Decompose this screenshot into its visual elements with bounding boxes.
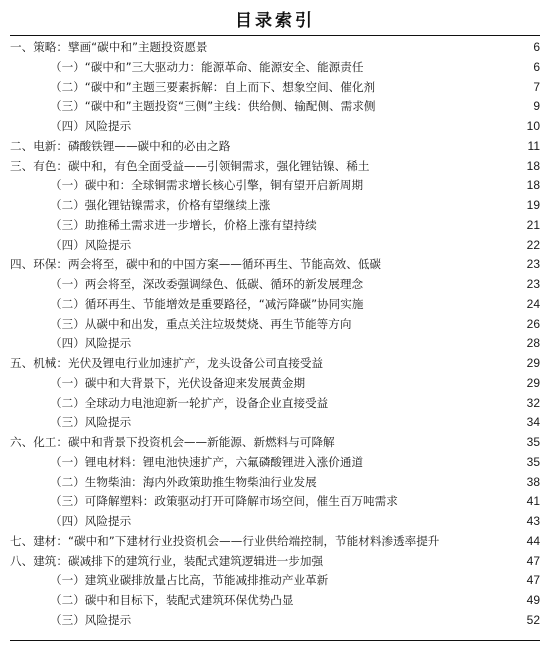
toc-entry-page: 47 (526, 573, 540, 588)
toc-entry[interactable] (10, 275, 540, 295)
toc-entry[interactable] (10, 176, 540, 196)
toc-entry[interactable] (10, 78, 540, 98)
toc-entry[interactable] (10, 295, 540, 315)
toc-entry[interactable] (10, 38, 540, 58)
toc-entry-page: 32 (526, 395, 540, 410)
toc-entry[interactable] (10, 58, 540, 78)
toc-entry-title: （二）全球动力电池迎新一轮扩产，设备企业直接受益 (50, 395, 329, 410)
toc-entry-title: （四）风险提示 (50, 336, 132, 351)
toc-entry-title: （三）风险提示 (50, 415, 132, 430)
toc-entry-title: （一）碳中和：全球铜需求增长核心引擎，铜有望开启新周期 (50, 178, 364, 193)
top-divider (10, 35, 540, 36)
toc-entry-page: 29 (526, 356, 540, 370)
toc-entry-title: （四）风险提示 (50, 237, 132, 252)
toc-entry[interactable] (10, 255, 540, 275)
toc-entry[interactable] (10, 473, 540, 493)
toc-entry-title: （三）可降解塑料：政策驱动打开可降解市场空间，催生百万吨需求 (50, 494, 398, 509)
toc-entry-page: 34 (526, 415, 540, 430)
toc-entry-title: （三）从碳中和出发，重点关注垃圾焚烧、再生节能等方向 (50, 316, 352, 331)
toc-entry[interactable] (10, 137, 540, 157)
toc-entry[interactable] (10, 433, 540, 453)
toc-entry-title: （四）风险提示 (50, 514, 132, 528)
toc-entry[interactable] (10, 196, 540, 216)
toc-entry-title: （一）“碳中和”三大驱动力：能源革命、能源安全、能源责任 (50, 59, 364, 74)
toc-entry[interactable] (10, 315, 540, 335)
toc-entry-page: 24 (526, 296, 540, 311)
toc-entry-page: 18 (526, 158, 540, 173)
toc-entry-page: 43 (526, 514, 540, 528)
toc-entry[interactable] (10, 354, 540, 374)
toc-entry-title: 五、机械：光伏及锂电行业加速扩产，龙头设备公司直接受益 (10, 356, 324, 370)
toc-entry[interactable] (10, 117, 540, 137)
toc-entry-page: 7 (533, 79, 540, 94)
toc-entry-page: 35 (526, 435, 540, 449)
toc-entry[interactable] (10, 492, 540, 512)
toc-entry-title: （四）风险提示 (50, 119, 132, 133)
toc-entry-title: 三、有色：碳中和，有色全面受益——引领铜需求，强化锂钴镍、稀土 (10, 158, 370, 173)
toc-entry[interactable] (10, 97, 540, 117)
toc-entry-page: 28 (526, 336, 540, 351)
toc-entry[interactable] (10, 394, 540, 414)
toc-entry-page: 21 (526, 217, 540, 232)
toc-entry[interactable] (10, 532, 540, 552)
toc-entry-title: （一）碳中和大背景下，光伏设备迎来发展黄金期 (50, 375, 306, 390)
toc-entry-title: （二）“碳中和”主题三要素拆解：自上而下、想象空间、催化剂 (50, 79, 376, 94)
toc-entry-page: 9 (533, 99, 540, 114)
toc-entry-page: 47 (526, 553, 540, 568)
page-title: 目录索引 (235, 11, 315, 31)
toc-entry-title: （三）助推稀土需求进一步增长，价格上涨有望持续 (50, 217, 317, 232)
toc-entry[interactable] (10, 512, 540, 532)
toc-entry-page: 11 (527, 138, 540, 153)
toc-entry[interactable] (10, 157, 540, 177)
toc-entry-page: 10 (526, 119, 540, 133)
toc-entry-page: 49 (526, 593, 540, 607)
toc-entry-title: （三）“碳中和”主题投资“三侧”主线：供给侧、输配侧、需求侧 (50, 99, 376, 114)
toc-entry-page: 29 (526, 375, 540, 390)
toc-entry-page: 35 (526, 454, 540, 469)
toc-entry-title: （一）两会将至，深改委强调绿色、低碳、循环的新发展理念 (50, 277, 364, 291)
toc-entry-page: 26 (526, 316, 540, 331)
toc-entry-page: 18 (526, 178, 540, 193)
toc-entry-title: （一）建筑业碳排放量占比高，节能减排推动产业革新 (50, 573, 329, 588)
toc-entry[interactable] (10, 216, 540, 236)
toc-entry-page: 52 (526, 612, 540, 627)
toc-entry[interactable] (10, 453, 540, 473)
toc-entry-page: 6 (533, 59, 540, 74)
toc-entry-title: （二）循环再生、节能增效是重要路径，“减污降碳”协同实施 (50, 296, 364, 311)
toc-entry-page: 22 (526, 237, 540, 252)
toc-entry[interactable] (10, 571, 540, 591)
toc-entry[interactable] (10, 334, 540, 354)
toc-entry-title: 八、建筑：碳减排下的建筑行业，装配式建筑逻辑进一步加强 (10, 553, 324, 568)
toc-entry[interactable] (10, 236, 540, 256)
toc-entry-title: 四、环保：两会将至，碳中和的中国方案——循环再生、节能高效、低碳 (10, 257, 382, 272)
toc-list (10, 38, 540, 631)
toc-entry-page: 41 (526, 494, 540, 509)
toc-entry-title: （一）锂电材料：锂电池快速扩产，六氟磷酸锂进入涨价通道 (50, 454, 364, 469)
toc-entry[interactable] (10, 374, 540, 394)
toc-entry[interactable] (10, 611, 540, 631)
toc-entry-title: （二）强化锂钴镍需求，价格有望继续上涨 (50, 198, 271, 212)
toc-entry-page: 44 (526, 533, 540, 548)
toc-entry-title: 一、策略：擘画“碳中和”主题投资愿景 (10, 40, 208, 54)
toc-entry-title: （二）生物柴油：海内外政策助推生物柴油行业发展 (50, 474, 317, 489)
toc-entry[interactable] (10, 413, 540, 433)
toc-entry-title: 二、电新：磷酸铁锂——碳中和的必由之路 (10, 138, 231, 153)
toc-entry-title: 七、建材：“碳中和”下建材行业投资机会——行业供给端控制，节能材料渗透率提升 (10, 533, 440, 548)
toc-entry-title: 六、化工：碳中和背景下投资机会——新能源、新燃料与可降解 (10, 435, 335, 449)
toc-entry[interactable] (10, 591, 540, 611)
toc-entry-page: 23 (526, 277, 540, 291)
bottom-divider (10, 640, 540, 641)
toc-entry-page: 23 (526, 257, 540, 272)
toc-entry-page: 38 (526, 474, 540, 489)
toc-entry[interactable] (10, 552, 540, 572)
toc-entry-title: （三）风险提示 (50, 612, 132, 627)
toc-entry-title: （二）碳中和目标下，装配式建筑环保优势凸显 (50, 593, 294, 607)
toc-entry-page: 6 (533, 40, 540, 54)
toc-entry-page: 19 (526, 198, 540, 212)
